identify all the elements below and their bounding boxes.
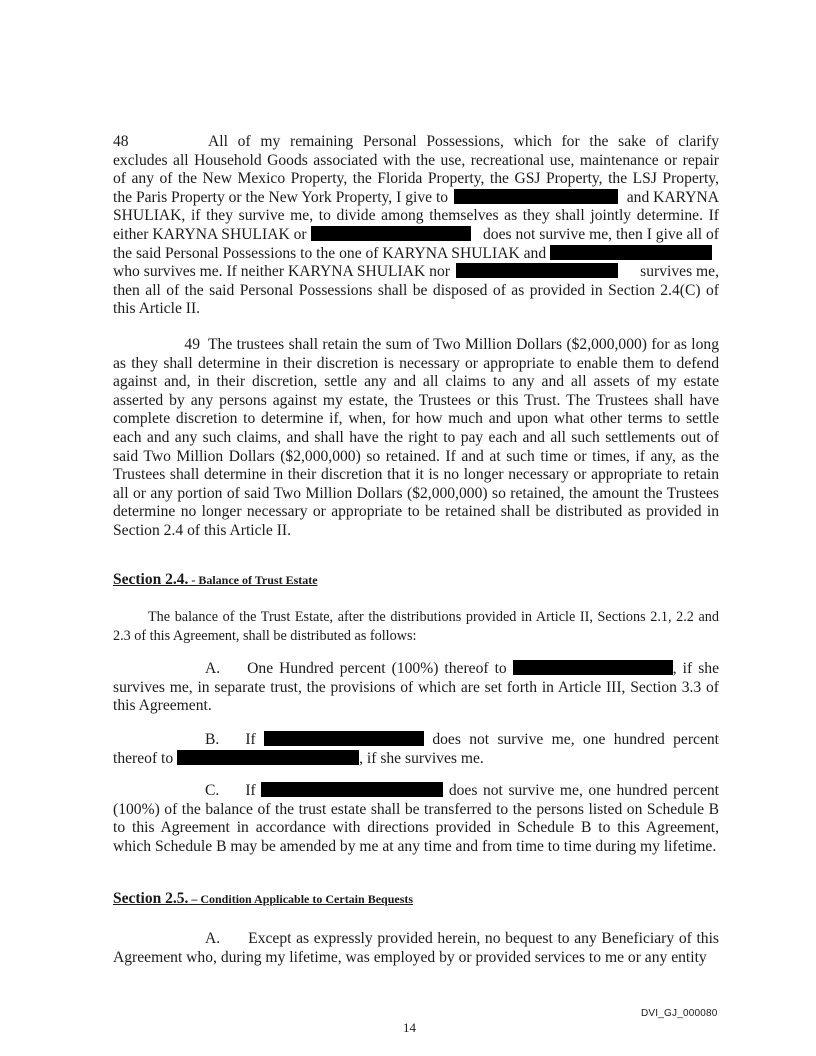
redaction-block: [513, 660, 673, 675]
redaction-block: [261, 782, 443, 797]
page-number: 14: [403, 1020, 416, 1035]
bates-number: DVI_GJ_000080: [641, 1008, 718, 1019]
section-heading-2-5: Section 2.5. – Condition Applicable to Certain Bequests: [113, 890, 414, 907]
condition-a: A. Except as expressly provided herein, no bequest to any Beneficiary of this Agreement who, during my lifetime, was employed by or provided services to me or any entity: [113, 930, 719, 966]
paragraph-48: 48 All of my remaining Personal Possessions, which for the sake of clarify excludes all Household Goods associated with the use, recreational use, maintenance or repair of any of the New Mexico Property, the Florida Property, the GSJ Property, the LSJ Property, the Paris Property or the New York Property, I give to and KARYNA SHULIAK, if they survive me, to divide among themselves as they shall jointly determine. If either KARYNA SHULIAK or does not survive me, then I give all of the said Personal Possessions to the one of KARYNA SHULIAK and who survives me. If neither KARYNA SHULIAK nor survives me, then all of the said Personal Possessions shall be disposed of as provided in Section 2.4(C) of this Article II.: [113, 133, 719, 318]
redaction-block: [454, 189, 618, 204]
paragraph-49: 49 The trustees shall retain the sum of Two Million Dollars ($2,000,000) for as long as they shall determine in their discretion is necessary or appropriate to enable them to defend against and, in their discretion, settle any and all claims to any and all assets of my estate asserted by any persons against my estate, the Trustees or this Trust. The Trustees shall have complete discretion to determine if, when, for how much and upon what other terms to settle each and any such claims, and shall have the right to pay each and all such settlements out of said Two Million Dollars ($2,000,000) so retained. If and at such time or times, if any, as the Trustees shall determine in their discretion that it is no longer necessary or appropriate to retain all or any portion of said Two Million Dollars ($2,000,000) so retained, the amount the Trustees determine no longer necessary or appropriate to be retained shall be distributed as provided in Section 2.4 of this Article II.: [113, 336, 719, 539]
redaction-block: [264, 731, 424, 746]
redaction-block: [311, 226, 471, 241]
section-heading-2-4: Section 2.4. - Balance of Trust Estate: [113, 571, 318, 588]
balance-paragraph: The balance of the Trust Estate, after the distributions provided in Article II, Sections 2.1, 2.2 and 2.3 of this Agreement, shall be distributed as follows:: [113, 609, 719, 644]
paragraph-number: 49: [184, 336, 200, 353]
paragraph-number: 48: [113, 133, 129, 150]
item-b: B. If does not survive me, one hundred percent thereof to , if she survives me.: [113, 731, 719, 767]
item-c: C. If does not survive me, one hundred percent (100%) of the balance of the trust estate shall be transferred to the persons listed on Schedule B to this Agreement in accordance with directions provided in Schedule B to this Agreement, which Schedule B may be amended by me at any time and from time to time during my lifetime.: [113, 782, 719, 855]
item-a: A. One Hundred percent (100%) thereof to , if she survives me, in separate trust, the provisions of which are set forth in Article III, Section 3.3 of this Agreement.: [113, 660, 719, 715]
redaction-block: [456, 263, 618, 278]
redaction-block: [177, 750, 359, 765]
redaction-block: [550, 245, 712, 260]
